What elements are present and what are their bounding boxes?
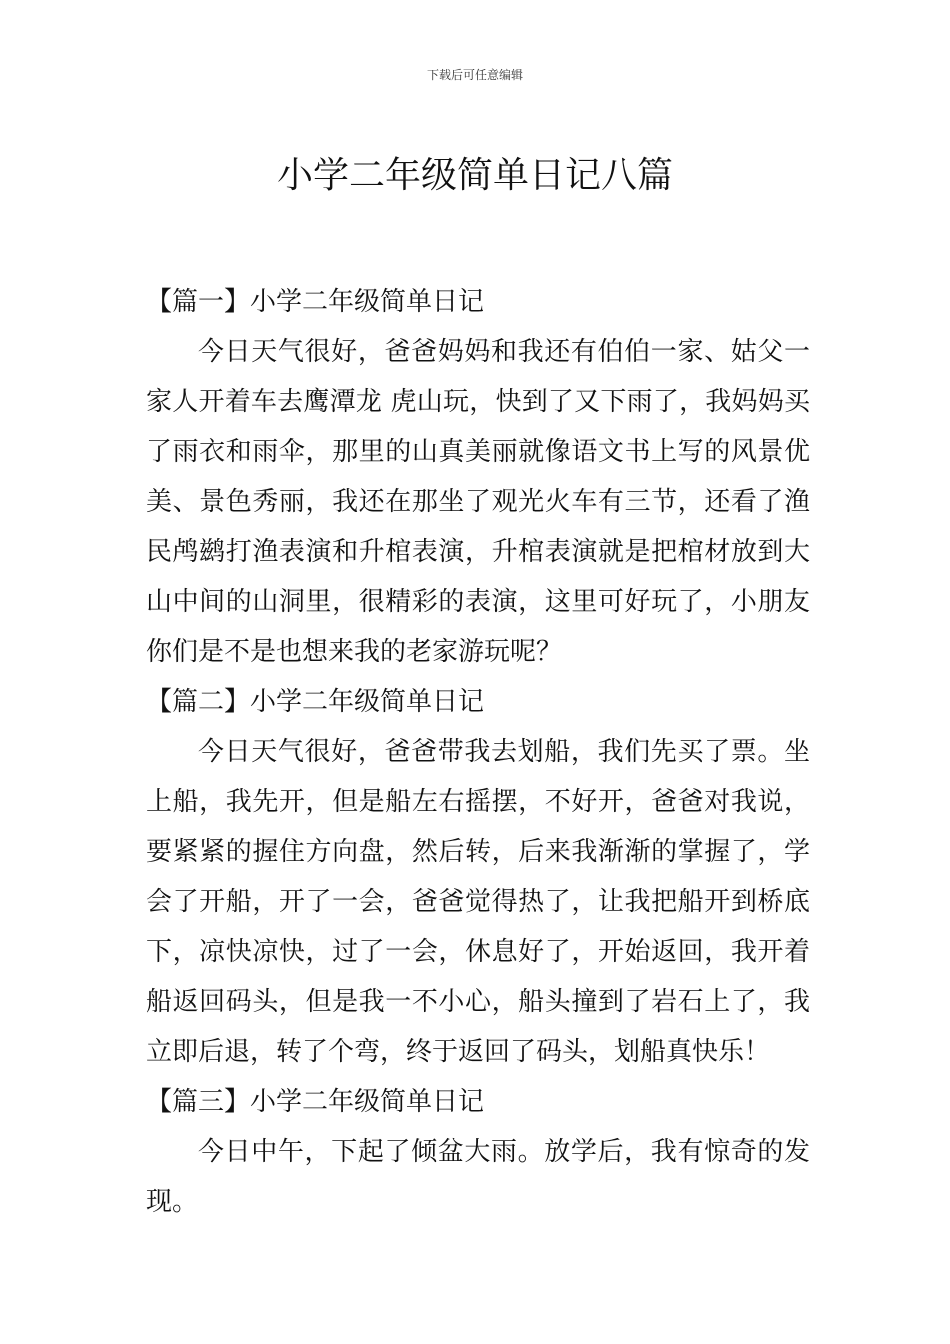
section-paragraph: 今日天气很好，爸爸带我去划船，我们先买了票。坐上船，我先开，但是船左右摇摆，不好开，爸爸对我说，要紧紧的握住方向盘，然后转，后来我渐渐的掌握了，学会了开船，开了一会，爸爸觉得热了，让我把船开到桥底下，凉快凉快，过了一会，休息好了，开始返回，我开着船返回码头，但是我一不小心，船头撞到了岩石上了，我立即后退，转了个弯，终于返回了码头，划船真快乐！ xyxy=(146,737,810,1067)
section-paragraph: 今日中午，下起了倾盆大雨。放学后，我有惊奇的发现。 xyxy=(146,1137,810,1217)
section-heading: 【篇三】小学二年级简单日记 xyxy=(146,1087,485,1117)
section-1 xyxy=(146,277,810,677)
section-heading: 【篇二】小学二年级简单日记 xyxy=(146,687,485,717)
section-2 xyxy=(146,677,810,1077)
header-note: 下载后可任意编辑 xyxy=(426,68,523,82)
document-title: 小学二年级简单日记八篇 xyxy=(276,155,673,197)
document-body xyxy=(146,277,810,1227)
section-3 xyxy=(146,1077,810,1227)
section-heading: 【篇一】小学二年级简单日记 xyxy=(146,287,485,317)
section-paragraph: 今日天气很好，爸爸妈妈和我还有伯伯一家、姑父一家人开着车去鹰潭龙 虎山玩，快到了又下雨了，我妈妈买了雨衣和雨伞，那里的山真美丽就像语文书上写的风景优美、景色秀丽，我还在那坐了观光火车有三节，还看了渔民鸬鹚打渔表演和升棺表演，升棺表演就是把棺材放到大山中间的山洞里，很精彩的表演，这里可好玩了，小朋友你们是不是也想来我的老家游玩呢？ xyxy=(146,337,810,667)
